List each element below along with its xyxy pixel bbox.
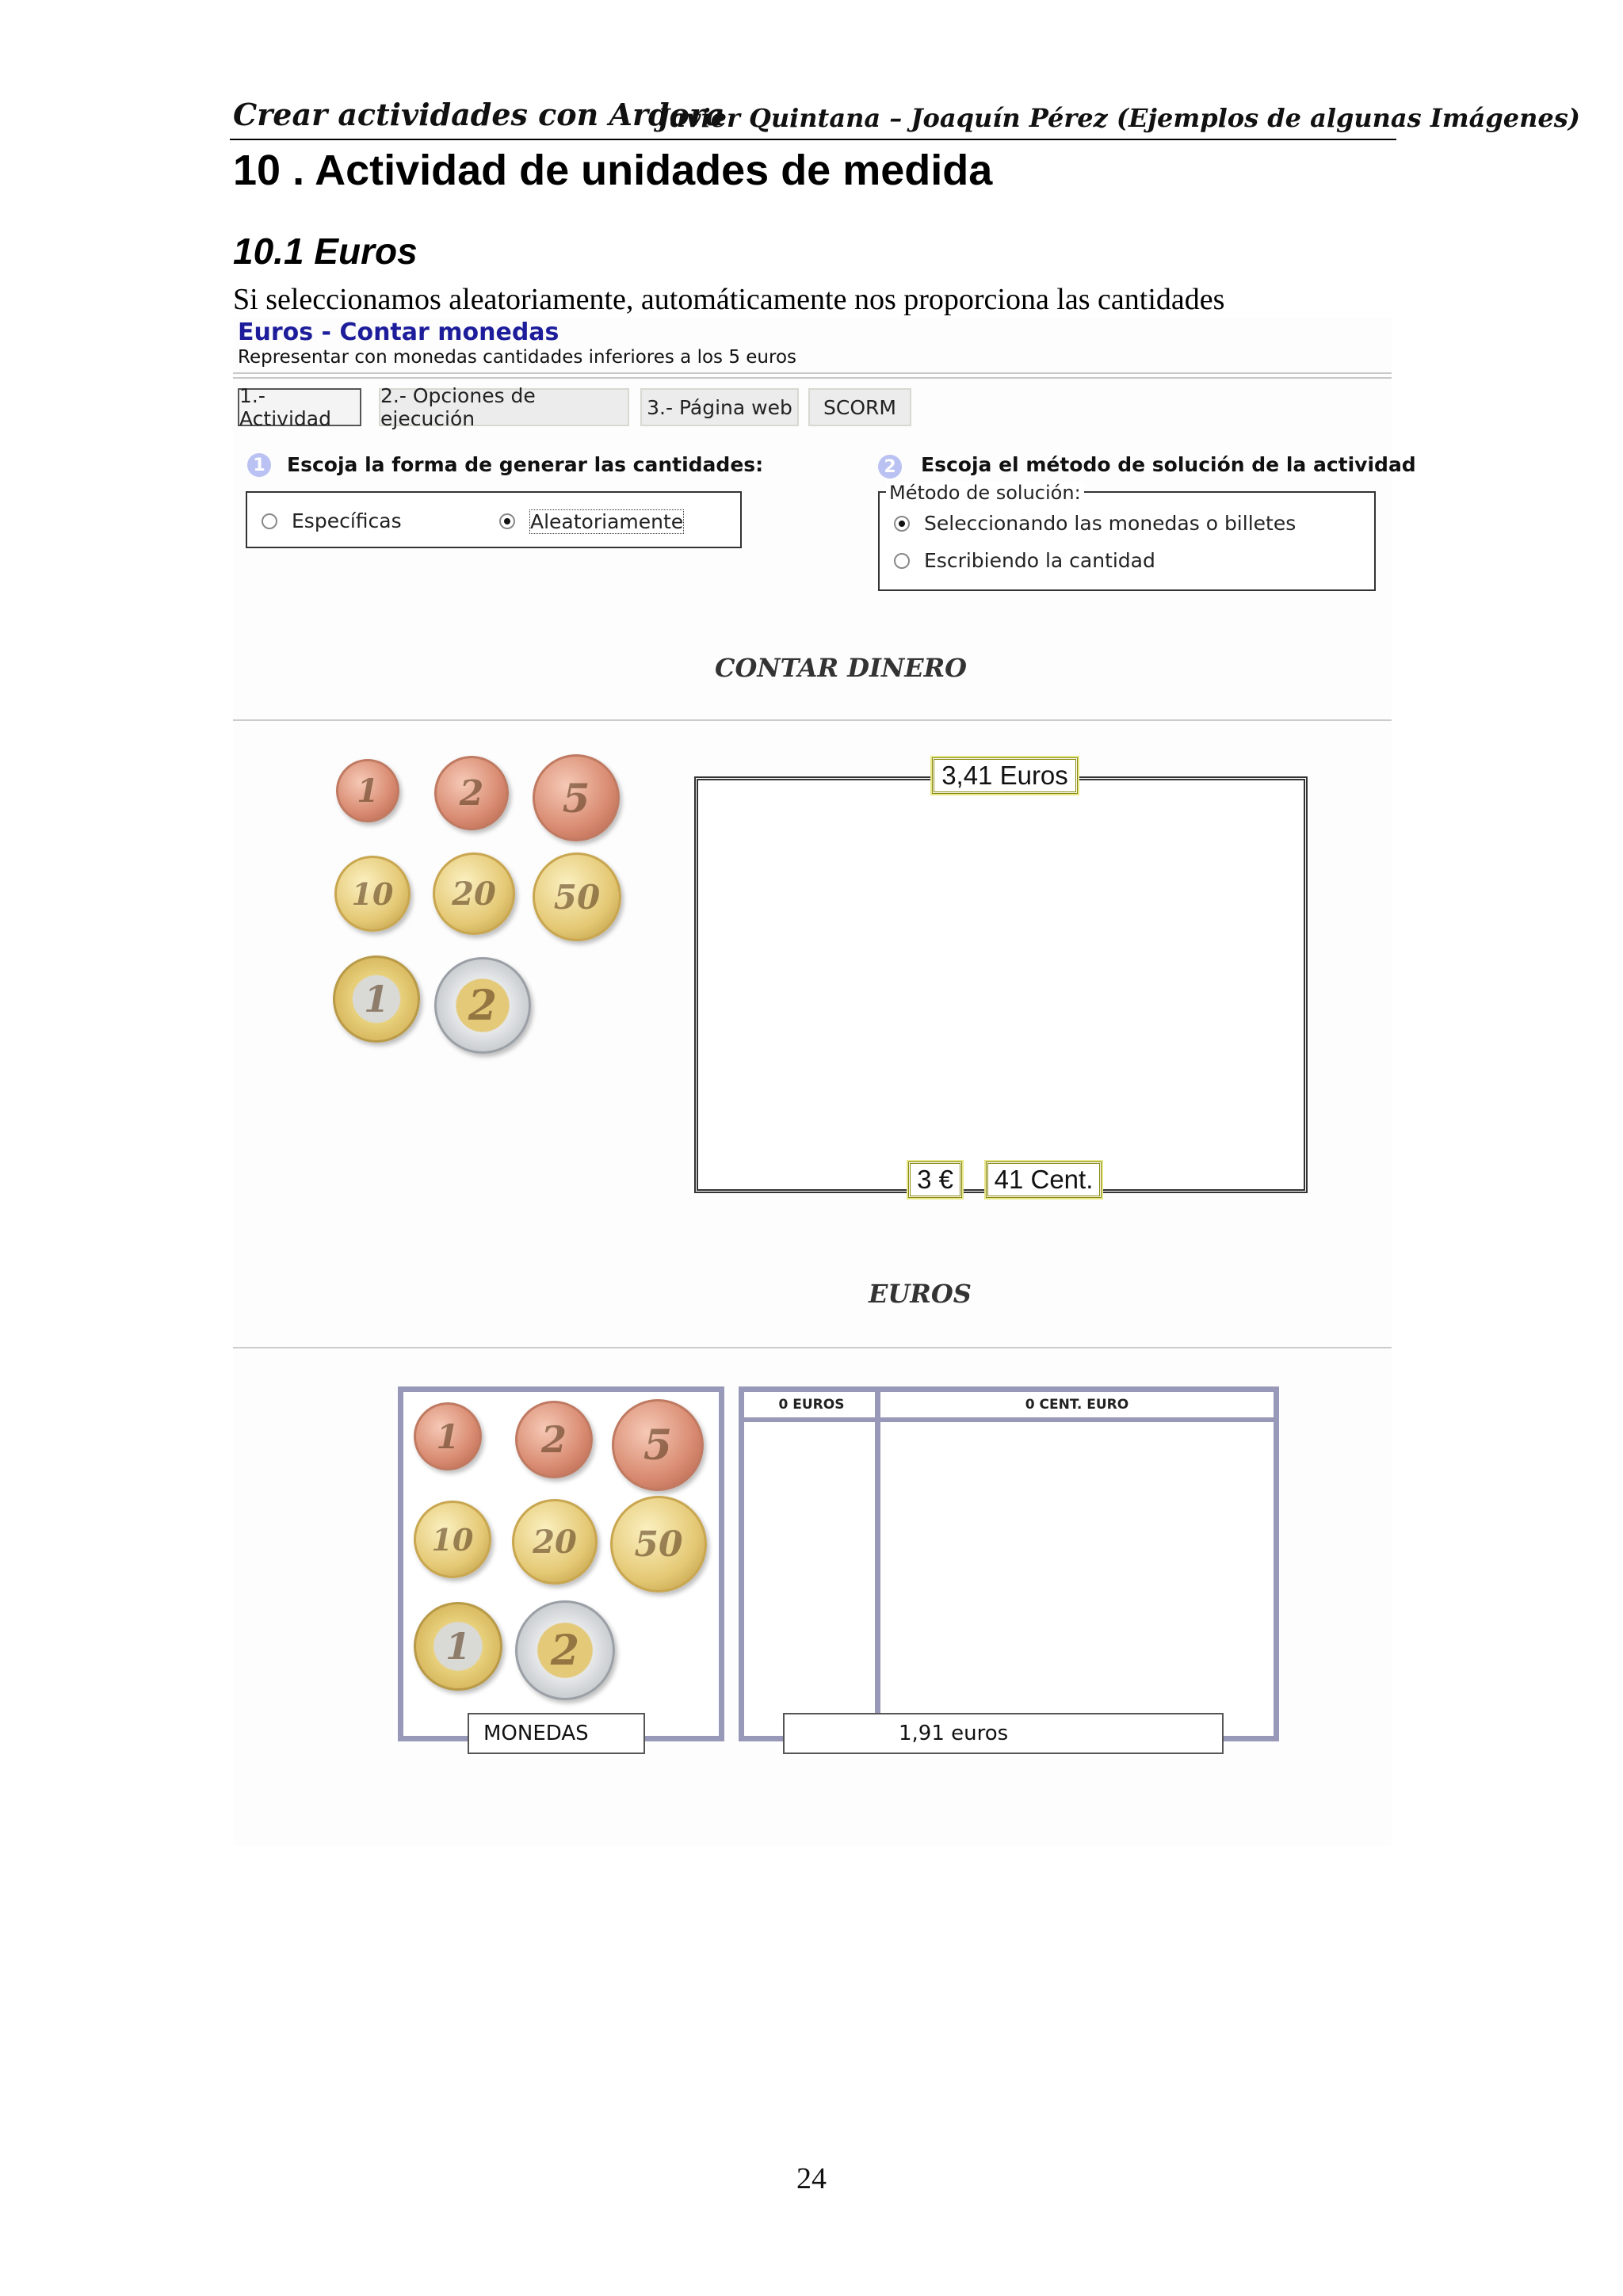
preview1-caption: CONTAR DINERO: [715, 653, 968, 683]
tab-opciones-ejecucion[interactable]: 2.- Opciones de ejecución: [379, 388, 629, 426]
header-authors: Javier Quintana – Joaquín Pérez (Ejemplos de algunas Imágenes): [658, 103, 1580, 133]
radio-seleccionando-label[interactable]: Seleccionando las monedas o billetes: [924, 512, 1296, 535]
preview2-divider: [233, 1347, 1392, 1348]
coin-5-cent[interactable]: 5: [533, 754, 620, 841]
radio-seleccionando[interactable]: [894, 516, 910, 532]
cents-count: 41 Cent.: [986, 1161, 1102, 1198]
coin-50-cent[interactable]: 50: [533, 852, 621, 941]
radio-escribiendo-label[interactable]: Escribiendo la cantidad: [924, 549, 1155, 572]
column-header-cents: 0 CENT. EURO: [880, 1392, 1274, 1422]
info-icon: 2: [878, 455, 902, 479]
coin-5-cent[interactable]: 5: [612, 1399, 704, 1491]
q2-label: Escoja el método de solución de la actividad: [921, 453, 1416, 476]
coin-2-cent[interactable]: 2: [515, 1401, 593, 1478]
coin-2-euro[interactable]: 2: [434, 957, 531, 1054]
app-divider: [233, 372, 1392, 374]
app-title: Euros - Contar monedas: [238, 318, 559, 346]
column-header-euros: 0 EUROS: [744, 1392, 879, 1422]
coin-20-cent[interactable]: 20: [433, 852, 515, 935]
euros-count: 3 €: [908, 1161, 962, 1198]
solution-method-legend: Método de solución:: [886, 482, 1084, 504]
coins-label-field: MONEDAS: [468, 1713, 645, 1754]
header-rule: [230, 139, 1396, 140]
section-title: 10.1 Euros: [233, 231, 418, 272]
preview2-caption: EUROS: [869, 1279, 972, 1309]
coin-50-cent[interactable]: 50: [610, 1496, 707, 1592]
coin-20-cent[interactable]: 20: [512, 1499, 598, 1585]
target-amount: 3,41 Euros: [932, 757, 1078, 794]
q1-label: Escoja la forma de generar las cantidades:: [287, 453, 764, 476]
coin-1-euro[interactable]: 1: [333, 955, 420, 1043]
total-field: 1,91 euros: [783, 1713, 1224, 1754]
radio-aleatoriamente-label[interactable]: Aleatoriamente: [530, 510, 684, 533]
radio-especificas-label[interactable]: Específicas: [292, 509, 402, 532]
coin-1-euro[interactable]: 1: [414, 1602, 502, 1691]
tab-pagina-web[interactable]: 3.- Página web: [640, 388, 799, 426]
radio-especificas[interactable]: [262, 513, 277, 529]
coin-10-cent[interactable]: 10: [334, 856, 411, 932]
header-book-title: Crear actividades con Ardora: [233, 97, 725, 132]
info-icon: 1: [247, 453, 271, 477]
tab-scorm[interactable]: SCORM: [808, 388, 911, 426]
radio-aleatoriamente[interactable]: [499, 513, 515, 529]
answer-panel[interactable]: [739, 1386, 1279, 1741]
coin-1-cent[interactable]: 1: [336, 759, 399, 822]
coin-10-cent[interactable]: 10: [414, 1501, 491, 1578]
intro-paragraph: Si seleccionamos aleatoriamente, automáticamente nos proporciona las cantidades: [233, 283, 1225, 316]
app-subtitle: Representar con monedas cantidades inferiores a los 5 euros: [238, 347, 797, 368]
coin-2-euro[interactable]: 2: [515, 1600, 615, 1700]
coin-1-cent[interactable]: 1: [414, 1402, 482, 1470]
radio-escribiendo[interactable]: [894, 553, 910, 569]
solution-method-box: [878, 491, 1376, 591]
drop-area[interactable]: [694, 776, 1308, 1193]
tab-actividad[interactable]: 1.- Actividad: [238, 388, 361, 426]
page-number: 24: [796, 2162, 827, 2195]
coin-2-cent[interactable]: 2: [434, 756, 509, 830]
chapter-title: 10 . Actividad de unidades de medida: [233, 147, 993, 194]
app-divider: [233, 377, 1392, 379]
preview1-divider: [233, 719, 1392, 721]
column-separator: [875, 1392, 880, 1719]
